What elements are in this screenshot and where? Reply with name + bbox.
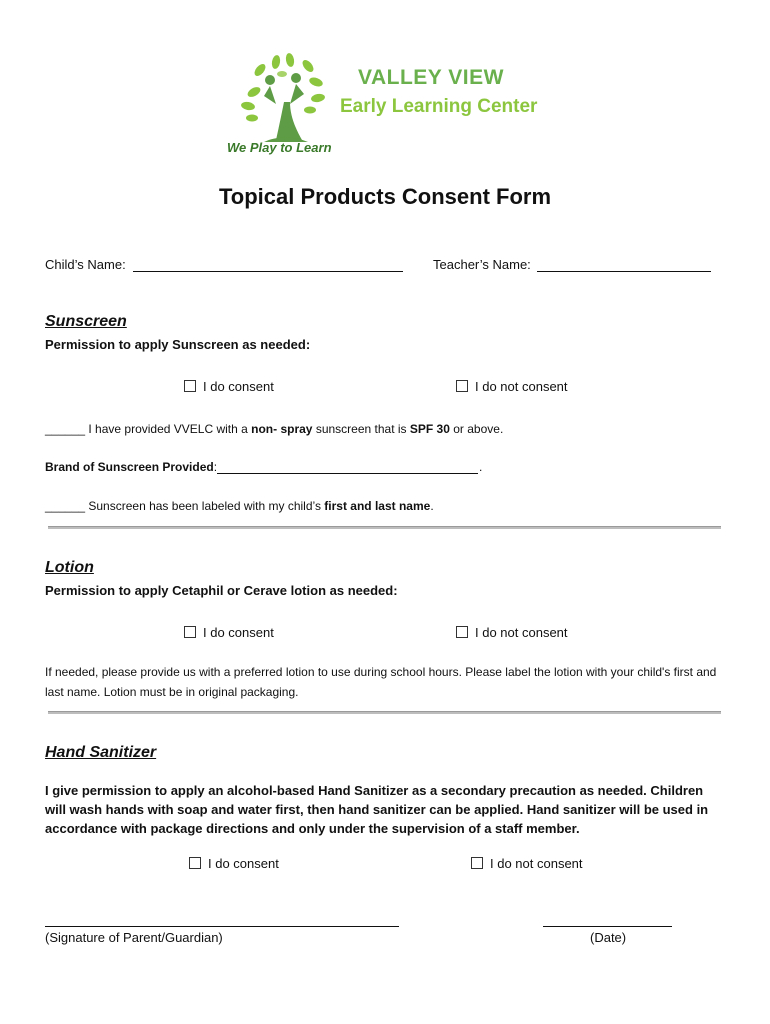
lotion-note: If needed, please provide us with a preferred lotion to use during school hours. Please label the lotion with your child's first and last name. Lotion must be in original packaging.	[45, 665, 717, 699]
statement-bold: non- spray	[251, 422, 313, 436]
sunscreen-brand-label: Brand of Sunscreen Provided	[45, 460, 214, 474]
initials-blank[interactable]: ______	[45, 499, 86, 513]
section-divider	[48, 711, 721, 714]
consent-label: I do consent	[203, 625, 274, 640]
sunscreen-section-title: Sunscreen	[45, 313, 127, 330]
checkbox-icon[interactable]	[189, 857, 201, 869]
brand-subtitle: Early Learning Center	[340, 96, 538, 117]
initials-blank[interactable]: ______	[45, 422, 86, 436]
statement-text: .	[430, 499, 434, 513]
checkbox-icon[interactable]	[456, 626, 468, 638]
teacher-name-label: Teacher’s Name:	[433, 257, 531, 272]
consent-label: I do consent	[203, 379, 274, 394]
lotion-consent-option[interactable]	[184, 625, 274, 640]
hand-sanitizer-statement: I give permission to apply an alcohol-based Hand Sanitizer as a secondary precaution as needed. Children will wash hands with soap and water first, then hand sanitizer can be applied. Hand sanitizer will be used in accordance with package directions and only under the supervision of a staff member.	[45, 783, 709, 836]
date-label: (Date)	[590, 930, 627, 945]
checkbox-icon[interactable]	[456, 380, 468, 392]
sunscreen-brand-field[interactable]	[217, 473, 478, 474]
statement-bold: SPF 30	[409, 422, 450, 436]
tree-with-children-icon	[240, 52, 325, 142]
parent-signature-field[interactable]	[45, 926, 399, 927]
not-consent-label: I do not consent	[490, 856, 583, 871]
sunscreen-not-consent-option[interactable]	[456, 379, 568, 394]
brand-name: VALLEY VIEW	[358, 66, 504, 89]
hand-sanitizer-not-consent-option[interactable]	[471, 856, 583, 871]
consent-label: I do consent	[208, 856, 279, 871]
date-field[interactable]	[543, 926, 672, 927]
child-name-label: Child’s Name:	[45, 257, 126, 272]
sunscreen-label-statement	[45, 499, 434, 513]
period: .	[479, 460, 483, 474]
statement-text: Sunscreen has been labeled with my child’s	[85, 499, 325, 513]
statement-text: sunscreen that is	[312, 422, 410, 436]
statement-text: or above.	[449, 422, 504, 436]
section-divider	[48, 526, 721, 529]
hand-sanitizer-consent-option[interactable]	[189, 856, 279, 871]
child-name-field[interactable]	[133, 271, 403, 272]
sunscreen-permission: Permission to apply Sunscreen as needed:	[45, 337, 311, 352]
not-consent-label: I do not consent	[475, 625, 568, 640]
form-title: Topical Products Consent Form	[218, 184, 552, 209]
not-consent-label: I do not consent	[475, 379, 568, 394]
lotion-permission: Permission to apply Cetaphil or Cerave lotion as needed:	[45, 583, 398, 598]
checkbox-icon[interactable]	[184, 380, 196, 392]
lotion-not-consent-option[interactable]	[456, 625, 568, 640]
statement-text: I have provided VVELC with a	[85, 422, 252, 436]
sunscreen-brand-row	[45, 460, 217, 474]
brand-tagline: We Play to Learn	[227, 140, 332, 155]
teacher-name-field[interactable]	[537, 271, 711, 272]
parent-signature-label: (Signature of Parent/Guardian)	[45, 930, 223, 945]
lotion-section-title: Lotion	[45, 559, 94, 576]
statement-bold: first and last name	[324, 499, 431, 513]
sunscreen-spf-statement	[45, 422, 503, 436]
checkbox-icon[interactable]	[184, 626, 196, 638]
checkbox-icon[interactable]	[471, 857, 483, 869]
sunscreen-consent-option[interactable]	[184, 379, 274, 394]
colon: :	[213, 460, 218, 474]
hand-sanitizer-section-title: Hand Sanitizer	[45, 744, 157, 761]
